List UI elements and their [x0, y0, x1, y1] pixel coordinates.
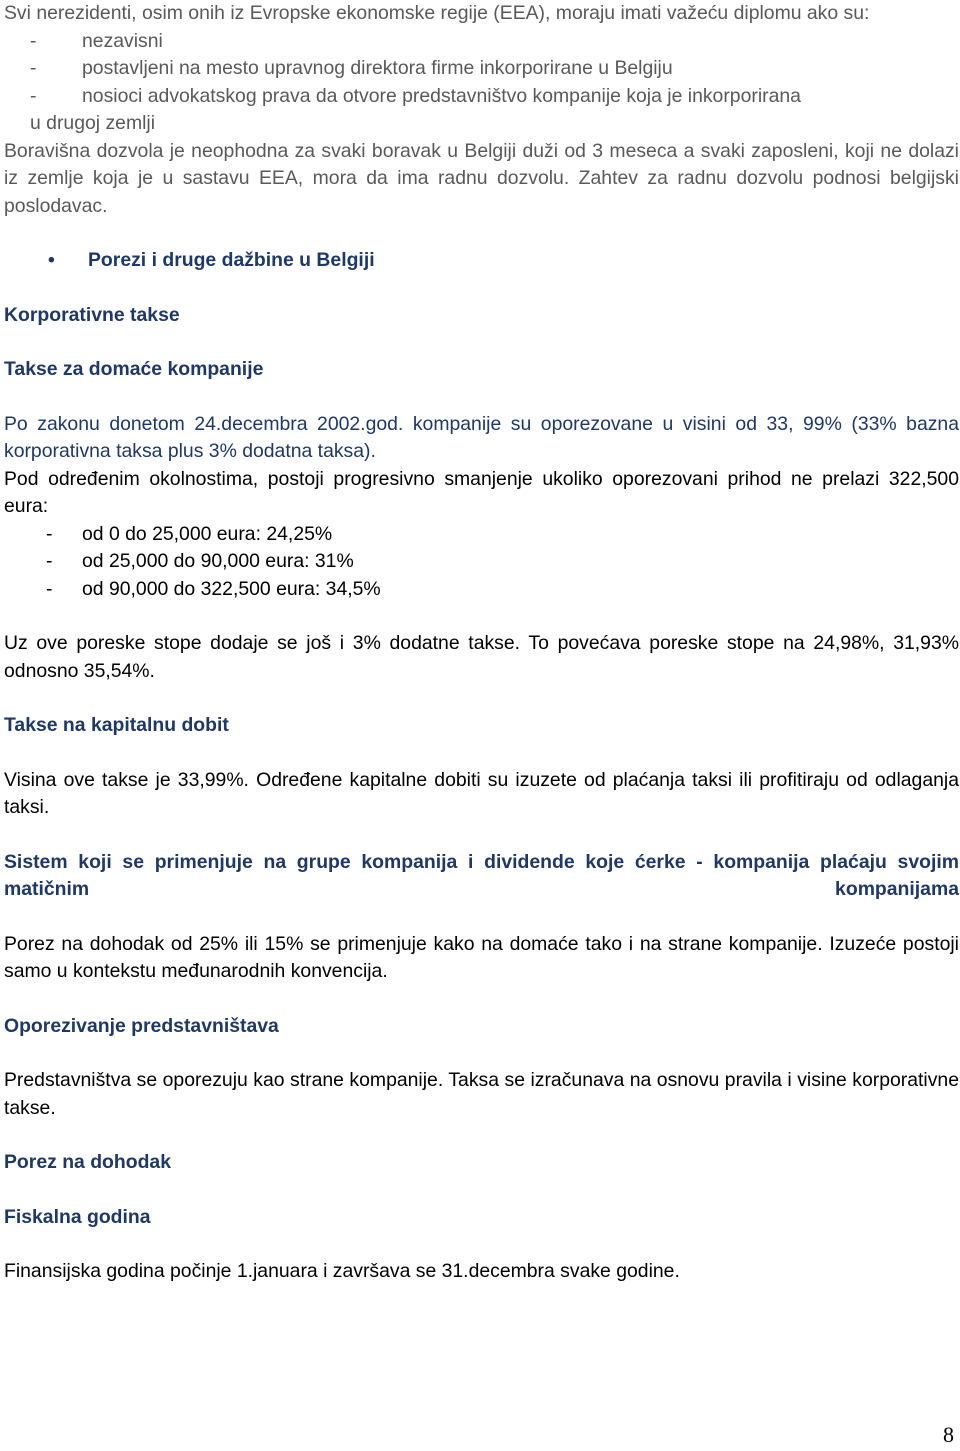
list-item: - od 25,000 do 90,000 eura: 31% [4, 548, 959, 576]
income-tax-paragraph: Porez na dohodak od 25% ili 15% se primenjuje kako na domaće tako i na strane kompanije. Izuzeće postoji samo u kontekstu međunarodnih konvencija. [4, 932, 959, 982]
progressive-reduction-paragraph: Pod određenim okolnostima, postoji progresivno smanjenje ukoliko oporezovani prihod ne prelazi 322,500 eura: [4, 467, 959, 517]
residency-section [4, 0, 959, 220]
list-item: - nezavisni [4, 28, 959, 56]
heading-income-tax: Porez na dohodak [4, 1151, 171, 1173]
heading-fiscal-year: Fiskalna godina [4, 1205, 151, 1228]
document-page [4, 0, 959, 1286]
list-item: - od 90,000 do 322,500 eura: 34,5% [4, 576, 959, 604]
section-bullet-heading: • Porezi i druge dažbine u Belgiji [4, 247, 959, 275]
heading-domestic-companies: Takse za domaće kompanije [4, 358, 264, 380]
page-number: 8 [943, 1422, 954, 1447]
fiscal-year-paragraph: Finansijska godina počinje 1.januara i završava se 31.decembra svake godine. [4, 1260, 680, 1282]
list-item-continuation: u drugoj zemlji [30, 112, 156, 134]
representative-offices-paragraph: Predstavništva se oporezuju kao strane kompanije. Taksa se izračunava na osnovu pravila i visine korporativne takse. [4, 1069, 959, 1119]
heading-representative-offices: Oporezivanje predstavništava [4, 1014, 279, 1037]
list-item: - od 0 do 25,000 eura: 24,25% [4, 521, 959, 549]
heading-corporate-taxes: Korporativne takse [4, 303, 180, 326]
intro-paragraph: Svi nerezidenti, osim onih iz Evropske ekonomske regije (EEA), moraju imati važeću diplomu ako su: [4, 2, 870, 24]
additional-tax-paragraph: Uz ove poreske stope dodaje se još i 3% dodatne takse. To povećava poreske stope na 24,98%, 31,93% odnosno 35,54%. [4, 632, 959, 682]
residence-permit-paragraph: Boravišna dozvola je neophodna za svaki boravak u Belgiji duži od 3 meseca a svaki zaposleni, koji ne dolazi iz zemlje koja je u sastavu EEA, mora da ima radnu dozvolu. Zahtev za radnu dozvolu podnosi belgijski poslodavac. [4, 139, 959, 217]
tax-rate-paragraph: Po zakonu donetom 24.decembra 2002.god. kompanije su oporezovane u visini od 33, 99% (33% bazna korporativna taksa plus 3% dodatna taksa). [4, 412, 959, 462]
heading-group-system: Sistem koji se primenjuje na grupe kompanija i dividende koje ćerke - kompanija plaćaju svojim matičnim kompanijama [4, 850, 959, 900]
capital-gains-paragraph: Visina ove takse je 33,99%. Određene kapitalne dobiti su izuzete od plaćanja taksi ili profitiraju od odlaganja taksi. [4, 768, 959, 818]
list-item: - nosioci advokatskog prava da otvore predstavništvo kompanije koja je inkorporirana [4, 83, 959, 111]
tax-section [4, 302, 959, 1286]
list-item: - postavljeni na mesto upravnog direktora firme inkorporirane u Belgiju [4, 55, 959, 83]
heading-capital-gains: Takse na kapitalnu dobit [4, 714, 229, 736]
